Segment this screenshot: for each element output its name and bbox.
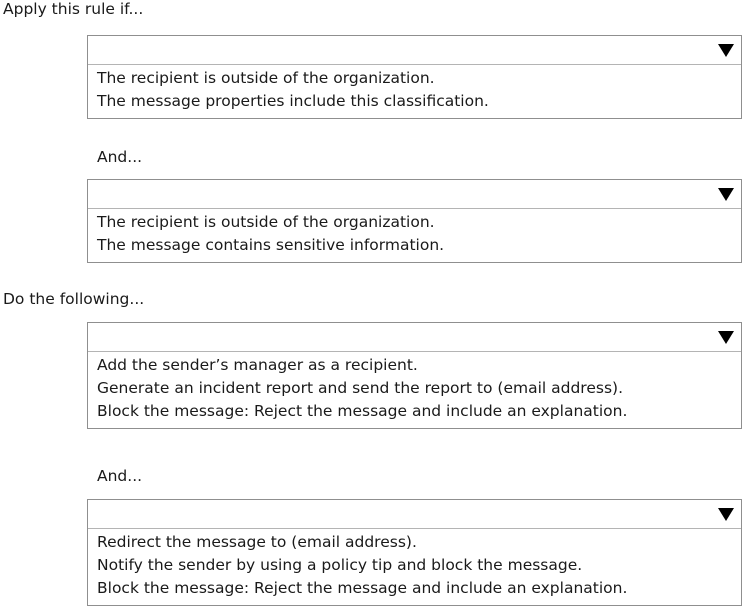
apply-rule-heading: Apply this rule if... bbox=[3, 0, 144, 18]
dropdown-option[interactable]: The recipient is outside of the organization. bbox=[97, 213, 435, 231]
condition-dropdown-2-options bbox=[88, 209, 741, 262]
condition-dropdown-2-select[interactable] bbox=[88, 180, 741, 209]
condition-dropdown-1-select[interactable] bbox=[88, 36, 741, 65]
action-dropdown-2-options bbox=[88, 529, 741, 605]
dropdown-option[interactable]: Notify the sender by using a policy tip and block the message. bbox=[97, 556, 583, 574]
dropdown-option[interactable]: The message contains sensitive information. bbox=[97, 236, 445, 254]
action-dropdown-1-options bbox=[88, 352, 741, 428]
action-dropdown-1[interactable] bbox=[87, 322, 742, 429]
triangle-down-icon[interactable] bbox=[718, 331, 734, 344]
triangle-down-icon[interactable] bbox=[718, 508, 734, 521]
and-label-actions: And... bbox=[97, 467, 143, 485]
dropdown-option[interactable]: Redirect the message to (email address). bbox=[97, 533, 417, 551]
triangle-down-icon[interactable] bbox=[718, 188, 734, 201]
dropdown-option[interactable]: Block the message: Reject the message and include an explanation. bbox=[97, 579, 628, 597]
action-dropdown-2[interactable] bbox=[87, 499, 742, 606]
condition-dropdown-2[interactable] bbox=[87, 179, 742, 263]
dropdown-option[interactable]: The recipient is outside of the organization. bbox=[97, 69, 435, 87]
action-dropdown-2-select[interactable] bbox=[88, 500, 741, 529]
triangle-down-icon[interactable] bbox=[718, 44, 734, 57]
and-label-conditions: And... bbox=[97, 148, 143, 166]
dropdown-option[interactable]: The message properties include this classification. bbox=[97, 92, 489, 110]
dropdown-option[interactable]: Add the sender’s manager as a recipient. bbox=[97, 356, 418, 374]
do-following-heading: Do the following... bbox=[3, 290, 145, 308]
condition-dropdown-1-options bbox=[88, 65, 741, 118]
condition-dropdown-1[interactable] bbox=[87, 35, 742, 119]
action-dropdown-1-select[interactable] bbox=[88, 323, 741, 352]
dropdown-option[interactable]: Block the message: Reject the message and include an explanation. bbox=[97, 402, 628, 420]
dropdown-option[interactable]: Generate an incident report and send the report to (email address). bbox=[97, 379, 623, 397]
